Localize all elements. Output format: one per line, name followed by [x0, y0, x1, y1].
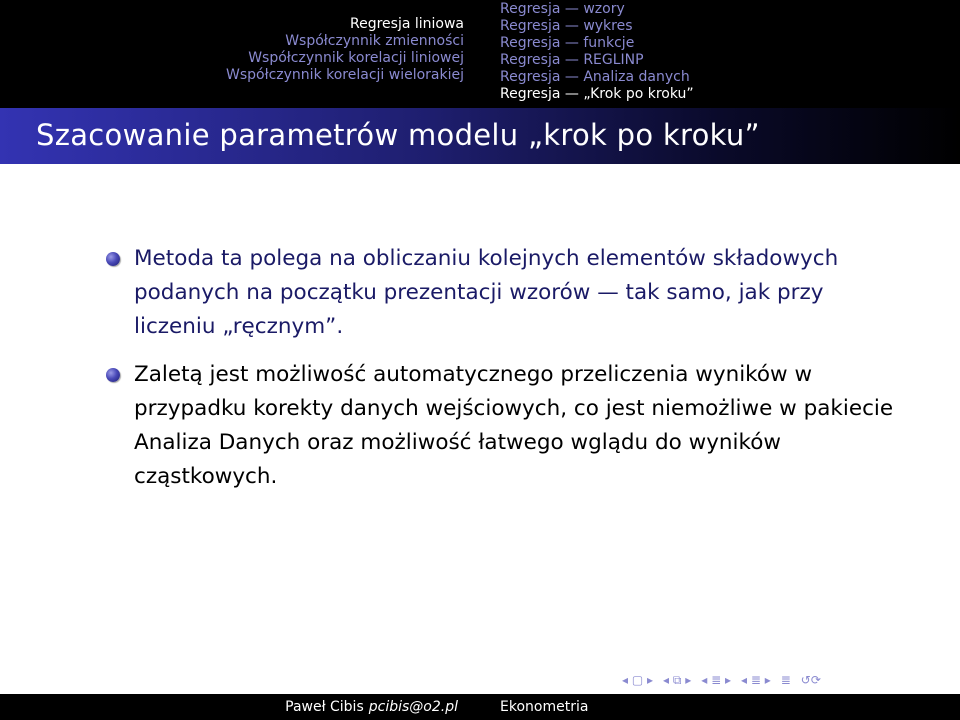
slide-content: [100, 242, 900, 494]
frame-nav-icon[interactable]: ◂ ▢ ▸: [622, 673, 654, 687]
outline-nav-icon[interactable]: ≣: [780, 673, 791, 687]
footer-email: pcibis@o2.pl: [368, 699, 458, 715]
nav-section-korelacji-liniowej[interactable]: Współczynnik korelacji liniowej: [248, 50, 464, 66]
bullet-ball-icon: [106, 368, 120, 382]
beamer-navigation-symbols: [622, 672, 821, 688]
nav-subsection-analiza-danych[interactable]: Regresja — Analiza danych: [500, 69, 690, 85]
section-nav-icon[interactable]: ◂ ≣ ▸: [701, 673, 731, 687]
footer-title-block: [500, 694, 588, 720]
nav-section-wspolczynnik-zmiennosci[interactable]: Współczynnik zmienności: [285, 33, 464, 49]
footer-bar: [0, 694, 960, 720]
nav-subsection-reglinp[interactable]: Regresja — REGLINP: [500, 52, 644, 68]
search-back-forward-icon[interactable]: ↺⟳: [800, 673, 821, 687]
bullet-text: Metoda ta polega na obliczaniu kolejnych elementów składowych podanych na początku prezentacji wzorów — tak samo, jak przy liczeniu „ręcznym”.: [134, 246, 839, 339]
nav-section-regresja-liniowa[interactable]: Regresja liniowa: [349, 16, 464, 32]
header-navigation-bar: [0, 0, 960, 108]
subsection-nav-icon[interactable]: ◂ ⧉ ▸: [663, 672, 692, 687]
frame-title-bar: [0, 108, 960, 164]
bullet-item: [100, 358, 900, 494]
frame-title: Szacowanie parametrów modelu „krok po kroku”: [36, 118, 760, 152]
nav-subsection-wykres[interactable]: Regresja — wykres: [500, 18, 633, 34]
footer-author-block: [0, 694, 480, 720]
section-navigation: [0, 0, 480, 108]
subsection-navigation: [500, 0, 960, 108]
nav-subsection-funkcje[interactable]: Regresja — funkcje: [500, 35, 635, 51]
nav-subsection-krok-po-kroku[interactable]: Regresja — „Krok po kroku”: [500, 86, 694, 102]
bullet-ball-icon: [106, 252, 120, 266]
footer-author: Paweł Cibis: [285, 699, 364, 715]
nav-section-korelacji-wielorakiej[interactable]: Współczynnik korelacji wielorakiej: [226, 67, 464, 83]
footer-title: Ekonometria: [500, 699, 589, 715]
nav-subsection-wzory[interactable]: Regresja — wzory: [500, 1, 625, 17]
document-nav-icon[interactable]: ◂ ≣ ▸: [741, 673, 771, 687]
bullet-text: Zaletą jest możliwość automatycznego przeliczenia wyników w przypadku korekty danych wejściowych, co jest niemożliwe w pakiecie Analiza Danych oraz możliwość łatwego wglądu do wyników cząstkowych.: [134, 362, 894, 489]
bullet-item: [100, 242, 900, 344]
